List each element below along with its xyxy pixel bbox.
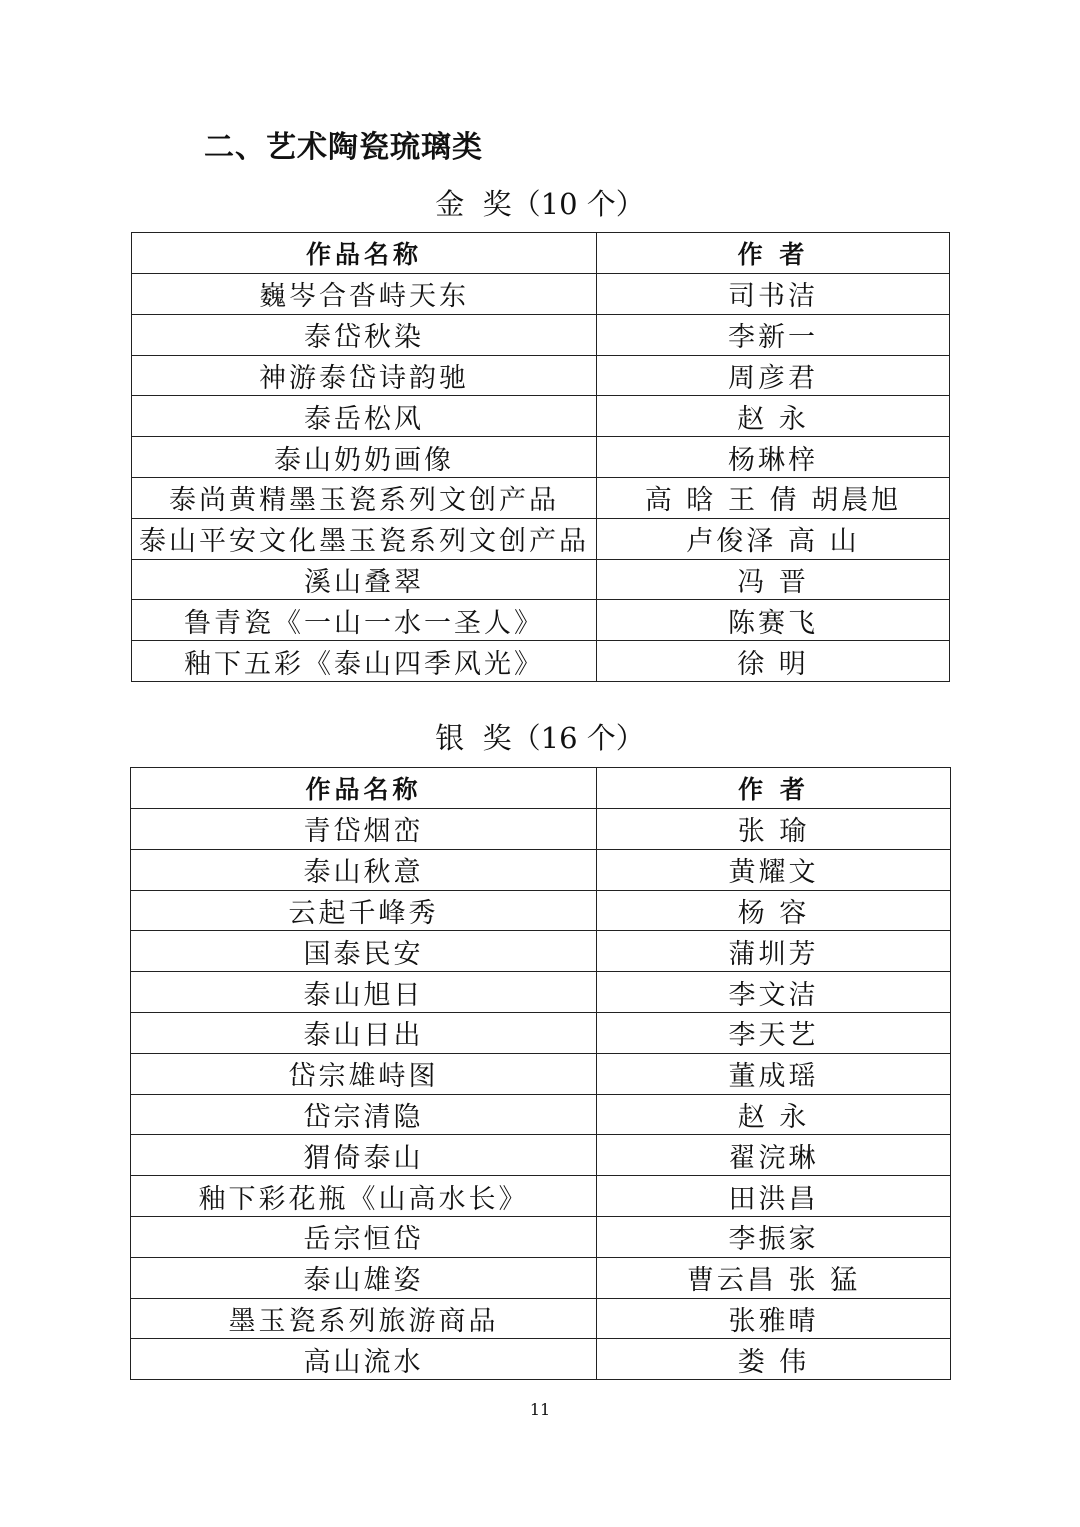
table-row [131,1176,951,1217]
author-cell: 李文洁 [597,972,951,1013]
table-row [131,1298,951,1339]
author-cell: 翟浣琳 [597,1135,951,1176]
work-name-cell: 神游泰岱诗韵驰 [132,355,597,396]
table-row [131,1339,951,1380]
work-name-cell: 岳宗恒岱 [131,1216,597,1257]
column-header-work: 作品名称 [132,233,597,274]
author-cell: 曹云昌 张 猛 [597,1257,951,1298]
table-row [131,1094,951,1135]
work-name-cell: 泰山秋意 [131,849,597,890]
work-name-cell: 岱宗雄峙图 [131,1053,597,1094]
gold-award-title: 金 奖（10 个） [435,187,645,221]
table-row [132,396,950,437]
table-header-row [132,233,950,274]
work-name-cell: 国泰民安 [131,931,597,972]
author-cell: 周彦君 [597,355,950,396]
table-header-row [131,768,951,809]
author-cell: 卢俊泽 高 山 [597,518,950,559]
author-cell: 赵 永 [597,1094,951,1135]
work-name-cell: 高山流水 [131,1339,597,1380]
author-cell: 徐 明 [597,641,950,682]
table-row [131,1135,951,1176]
author-cell: 张 瑜 [597,809,951,850]
author-cell: 高 晗 王 倩 胡晨旭 [597,477,950,518]
gold-award-table [131,232,950,682]
work-name-cell: 青岱烟峦 [131,809,597,850]
work-name-cell: 溪山叠翠 [132,559,597,600]
work-name-cell: 泰岱秋染 [132,314,597,355]
work-name-cell: 泰山雄姿 [131,1257,597,1298]
work-name-cell: 泰岳松风 [132,396,597,437]
work-name-cell: 猬倚泰山 [131,1135,597,1176]
author-cell: 赵 永 [597,396,950,437]
work-name-cell: 釉下彩花瓶《山高水长》 [131,1176,597,1217]
table-row [132,477,950,518]
author-cell: 蒲圳芳 [597,931,951,972]
work-name-cell: 泰山平安文化墨玉瓷系列文创产品 [132,518,597,559]
work-name-cell: 巍岑合沓峙天东 [132,274,597,315]
column-header-author: 作 者 [597,233,950,274]
page-number: 11 [529,1400,551,1419]
work-name-cell: 泰山日出 [131,1012,597,1053]
work-name-cell: 鲁青瓷《一山一水一圣人》 [132,600,597,641]
table-row [132,355,950,396]
author-cell: 李天艺 [597,1012,951,1053]
table-row [131,972,951,1013]
table-row [132,559,950,600]
work-name-cell: 泰山奶奶画像 [132,437,597,478]
silver-award-table [130,767,951,1380]
work-name-cell: 釉下五彩《泰山四季风光》 [132,641,597,682]
table-row [132,600,950,641]
table-row [131,1053,951,1094]
table-row [132,314,950,355]
author-cell: 李振家 [597,1216,951,1257]
table-row [132,518,950,559]
author-cell: 冯 晋 [597,559,950,600]
author-cell: 司书洁 [597,274,950,315]
author-cell: 陈赛飞 [597,600,950,641]
work-name-cell: 泰山旭日 [131,972,597,1013]
author-cell: 田洪昌 [597,1176,951,1217]
work-name-cell: 墨玉瓷系列旅游商品 [131,1298,597,1339]
author-cell: 娄 伟 [597,1339,951,1380]
table-row [131,809,951,850]
table-row [132,641,950,682]
table-row [131,1257,951,1298]
column-header-work: 作品名称 [131,768,597,809]
table-row [132,274,950,315]
author-cell: 杨琳梓 [597,437,950,478]
author-cell: 董成瑶 [597,1053,951,1094]
table-row [131,1012,951,1053]
author-cell: 张雅晴 [597,1298,951,1339]
table-row [131,890,951,931]
silver-award-title: 银 奖（16 个） [435,721,645,755]
author-cell: 杨 容 [597,890,951,931]
table-row [131,849,951,890]
work-name-cell: 岱宗清隐 [131,1094,597,1135]
author-cell: 黄耀文 [597,849,951,890]
work-name-cell: 泰尚黄精墨玉瓷系列文创产品 [132,477,597,518]
work-name-cell: 云起千峰秀 [131,890,597,931]
table-row [131,1216,951,1257]
table-row [131,931,951,972]
column-header-author: 作 者 [597,768,951,809]
author-cell: 李新一 [597,314,950,355]
table-row [132,437,950,478]
section-title: 二、艺术陶瓷琉璃类 [204,130,483,165]
